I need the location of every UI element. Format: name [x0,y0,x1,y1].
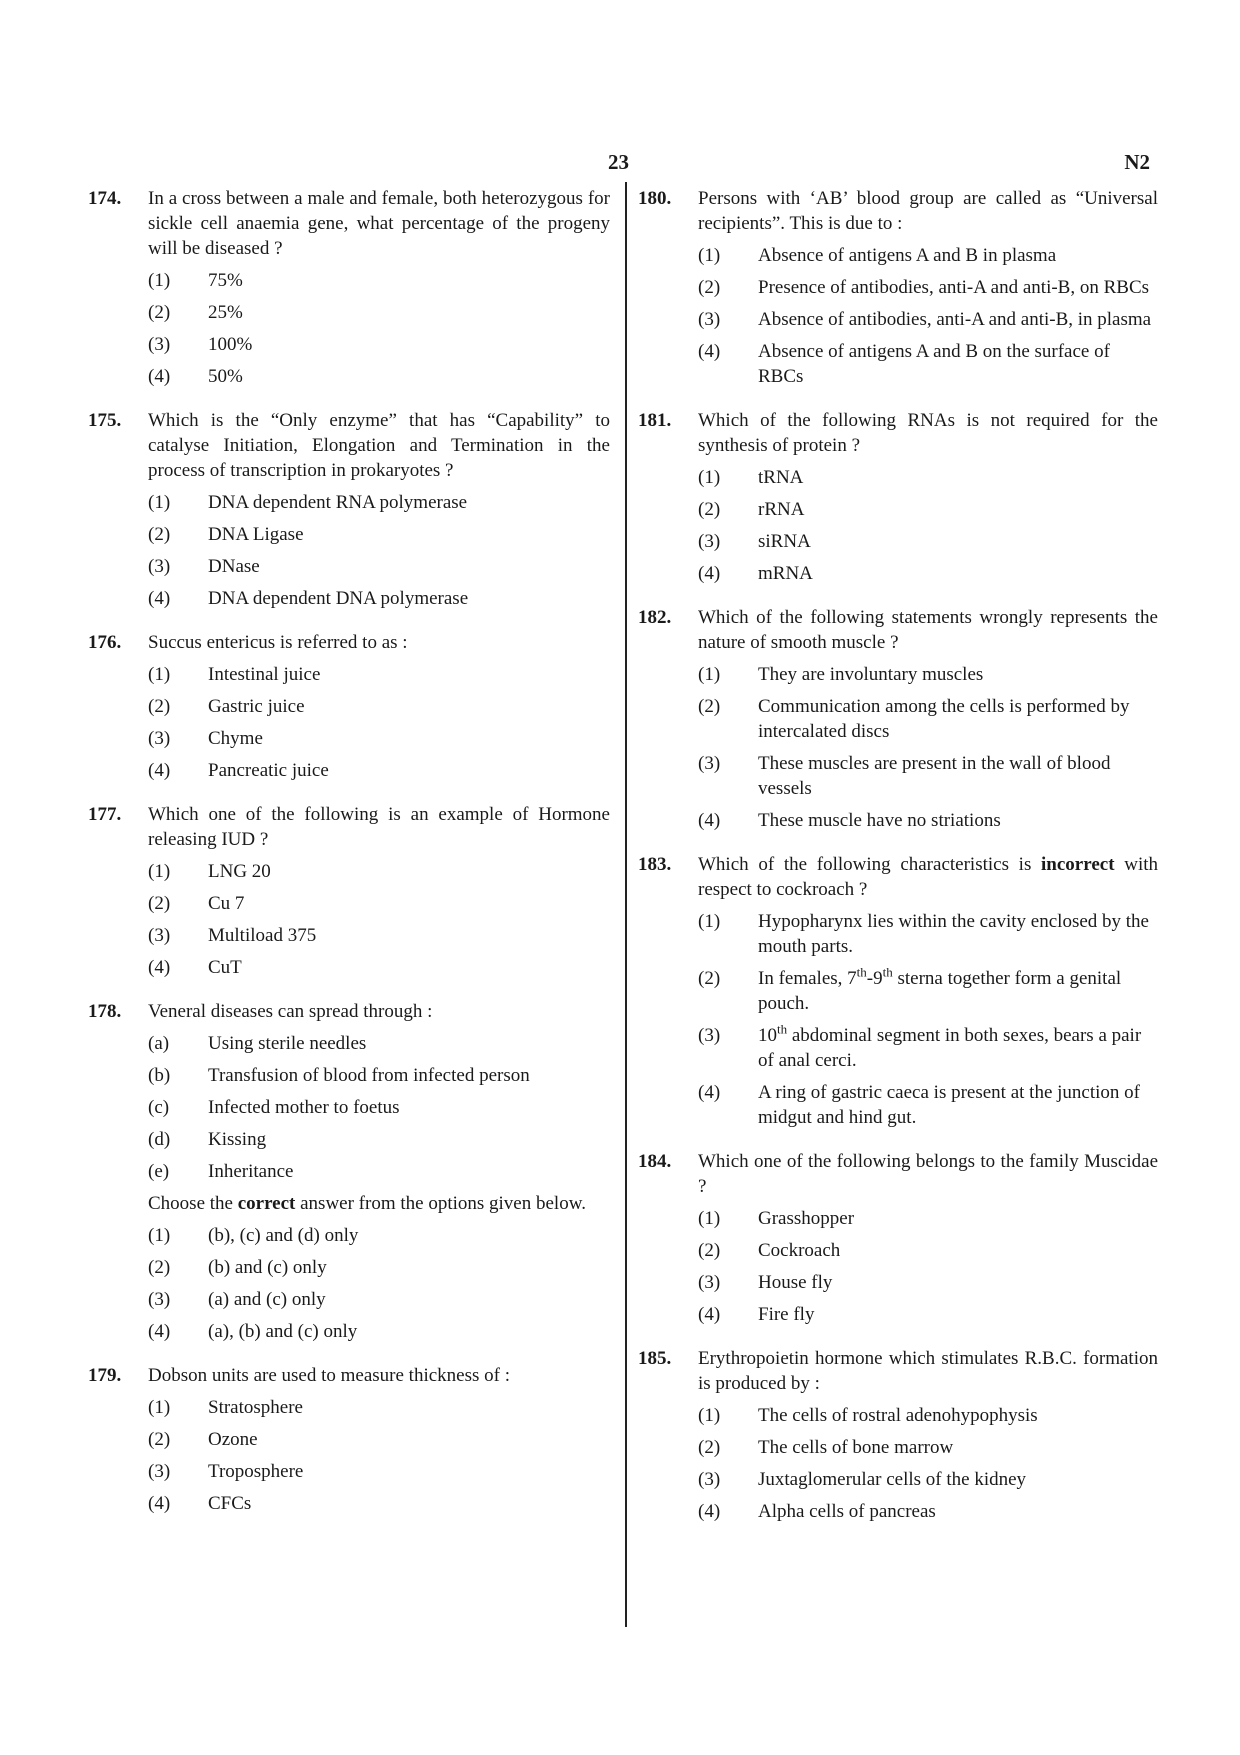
option-1: (1) They are involuntary muscles [698,664,984,685]
option-4: (4) CuT [148,957,242,978]
option-4: (4) Alpha cells of pancreas [698,1501,936,1522]
option-3: (3) 10th abdominal segment in both sexes, bears a pair of anal cerci. [698,1021,1142,1071]
option-1: (1) Stratosphere [148,1397,303,1418]
question-176 [88,630,610,783]
option-3: (3) (a) and (c) only [148,1289,326,1310]
question-183 [638,852,1158,1130]
booklet-code: N2 [1124,150,1150,174]
option-2: (2) Cockroach [698,1240,841,1261]
option-1: (1) Grasshopper [698,1208,855,1229]
option-4: (4) Fire fly [698,1304,815,1325]
option-3: (3) Juxtaglomerular cells of the kidney [698,1469,1027,1490]
page-number: 23 [608,150,629,174]
question-number: 185. [638,1348,672,1369]
item-d: (d) Kissing [148,1129,267,1150]
option-1: (1) tRNA [698,467,804,488]
question-number: 184. [638,1151,672,1172]
option-2: (2) (b) and (c) only [148,1257,327,1278]
question-number: 182. [638,607,672,628]
option-4: (4) CFCs [148,1493,252,1514]
question-number: 179. [88,1365,122,1386]
question-180 [638,186,1158,389]
question-text: Which one of the following belongs to the family Muscidae ? [698,1151,1158,1197]
option-4: (4) These muscle have no striations [698,810,1001,831]
option-2: (2) The cells of bone marrow [698,1437,954,1458]
option-4: (4) DNA dependent DNA polymerase [148,588,469,609]
option-3: (3) siRNA [698,531,811,552]
question-number: 181. [638,410,672,431]
option-1: (1) Hypopharynx lies within the cavity enclosed by the mouth parts. [698,911,1149,957]
item-e: (e) Inheritance [148,1161,294,1182]
option-1: (1) (b), (c) and (d) only [148,1225,359,1246]
option-2: (2) DNA Ligase [148,524,304,545]
question-182 [638,605,1158,833]
question-number: 183. [638,854,672,875]
question-number: 178. [88,1001,122,1022]
option-3: (3) 100% [148,334,253,355]
question-174 [88,186,610,389]
question-number: 177. [88,804,122,825]
option-1: (1) Absence of antigens A and B in plasma [698,245,1057,266]
question-number: 176. [88,632,122,653]
item-a: (a) Using sterile needles [148,1033,367,1054]
left-column [88,186,610,1535]
question-number: 174. [88,188,122,209]
right-column [638,186,1158,1543]
question-text: Erythropoietin hormone which stimulates R.B.C. formation is produced by : [698,1348,1158,1394]
question-text: Veneral diseases can spread through : [148,1001,433,1022]
option-1: (1) Intestinal juice [148,664,321,685]
option-2: (2) Gastric juice [148,696,305,717]
item-c: (c) Infected mother to foetus [148,1097,400,1118]
option-3: (3) These muscles are present in the wall of blood vessels [698,753,1111,799]
option-1: (1) The cells of rostral adenohypophysis [698,1405,1038,1426]
question-text: Which is the “Only enzyme” that has “Capability” to catalyse Initiation, Elongation and Termination in the process of transcription in prokaryotes ? [148,410,610,481]
option-3: (3) Absence of antibodies, anti-A and anti-B, in plasma [698,309,1152,330]
option-3: (3) Multiload 375 [148,925,317,946]
question-text: Persons with ‘AB’ blood group are called as “Universal recipients”. This is due to : [698,188,1158,234]
question-184 [638,1149,1158,1327]
question-text: Dobson units are used to measure thickness of : [148,1365,510,1386]
question-179 [88,1363,610,1516]
option-4: (4) 50% [148,366,243,387]
option-4: (4) (a), (b) and (c) only [148,1321,358,1342]
option-2: (2) Communication among the cells is performed by intercalated discs [698,696,1130,742]
option-4: (4) Absence of antigens A and B on the surface of RBCs [698,341,1110,387]
option-3: (3) Chyme [148,728,263,749]
option-1: (1) LNG 20 [148,861,271,882]
question-number: 180. [638,188,672,209]
question-178 [88,999,610,1344]
option-3: (3) Troposphere [148,1461,304,1482]
option-1: (1) DNA dependent RNA polymerase [148,492,468,513]
option-4: (4) mRNA [698,563,813,584]
question-text: Succus entericus is referred to as : [148,632,408,653]
question-text: Which of the following RNAs is not required for the synthesis of protein ? [698,410,1158,456]
option-1: (1) 75% [148,270,243,291]
column-divider [625,182,627,1627]
question-185 [638,1346,1158,1524]
item-b: (b) Transfusion of blood from infected person [148,1065,530,1086]
instruction-text: Choose the correct answer from the options given below. [148,1193,586,1214]
option-3: (3) DNase [148,556,260,577]
option-4: (4) A ring of gastric caeca is present at the junction of midgut and hind gut. [698,1082,1140,1128]
question-text: Which one of the following is an example of Hormone releasing IUD ? [148,804,610,850]
question-177 [88,802,610,980]
question-text: In a cross between a male and female, both heterozygous for sickle cell anaemia gene, what percentage of the progeny will be diseased ? [148,188,610,259]
option-2: (2) Presence of antibodies, anti-A and anti-B, on RBCs [698,277,1150,298]
option-2: (2) 25% [148,302,243,323]
question-number: 175. [88,410,122,431]
question-181 [638,408,1158,586]
question-text: Which of the following statements wrongly represents the nature of smooth muscle ? [698,607,1158,653]
option-2: (2) rRNA [698,499,805,520]
question-text: Which of the following characteristics is incorrect with respect to cockroach ? [698,854,1158,900]
option-2: (2) Cu 7 [148,893,245,914]
question-175 [88,408,610,611]
option-3: (3) House fly [698,1272,833,1293]
option-2: (2) In females, 7th-9th sterna together form a genital pouch. [698,964,1122,1014]
option-2: (2) Ozone [148,1429,258,1450]
option-4: (4) Pancreatic juice [148,760,329,781]
